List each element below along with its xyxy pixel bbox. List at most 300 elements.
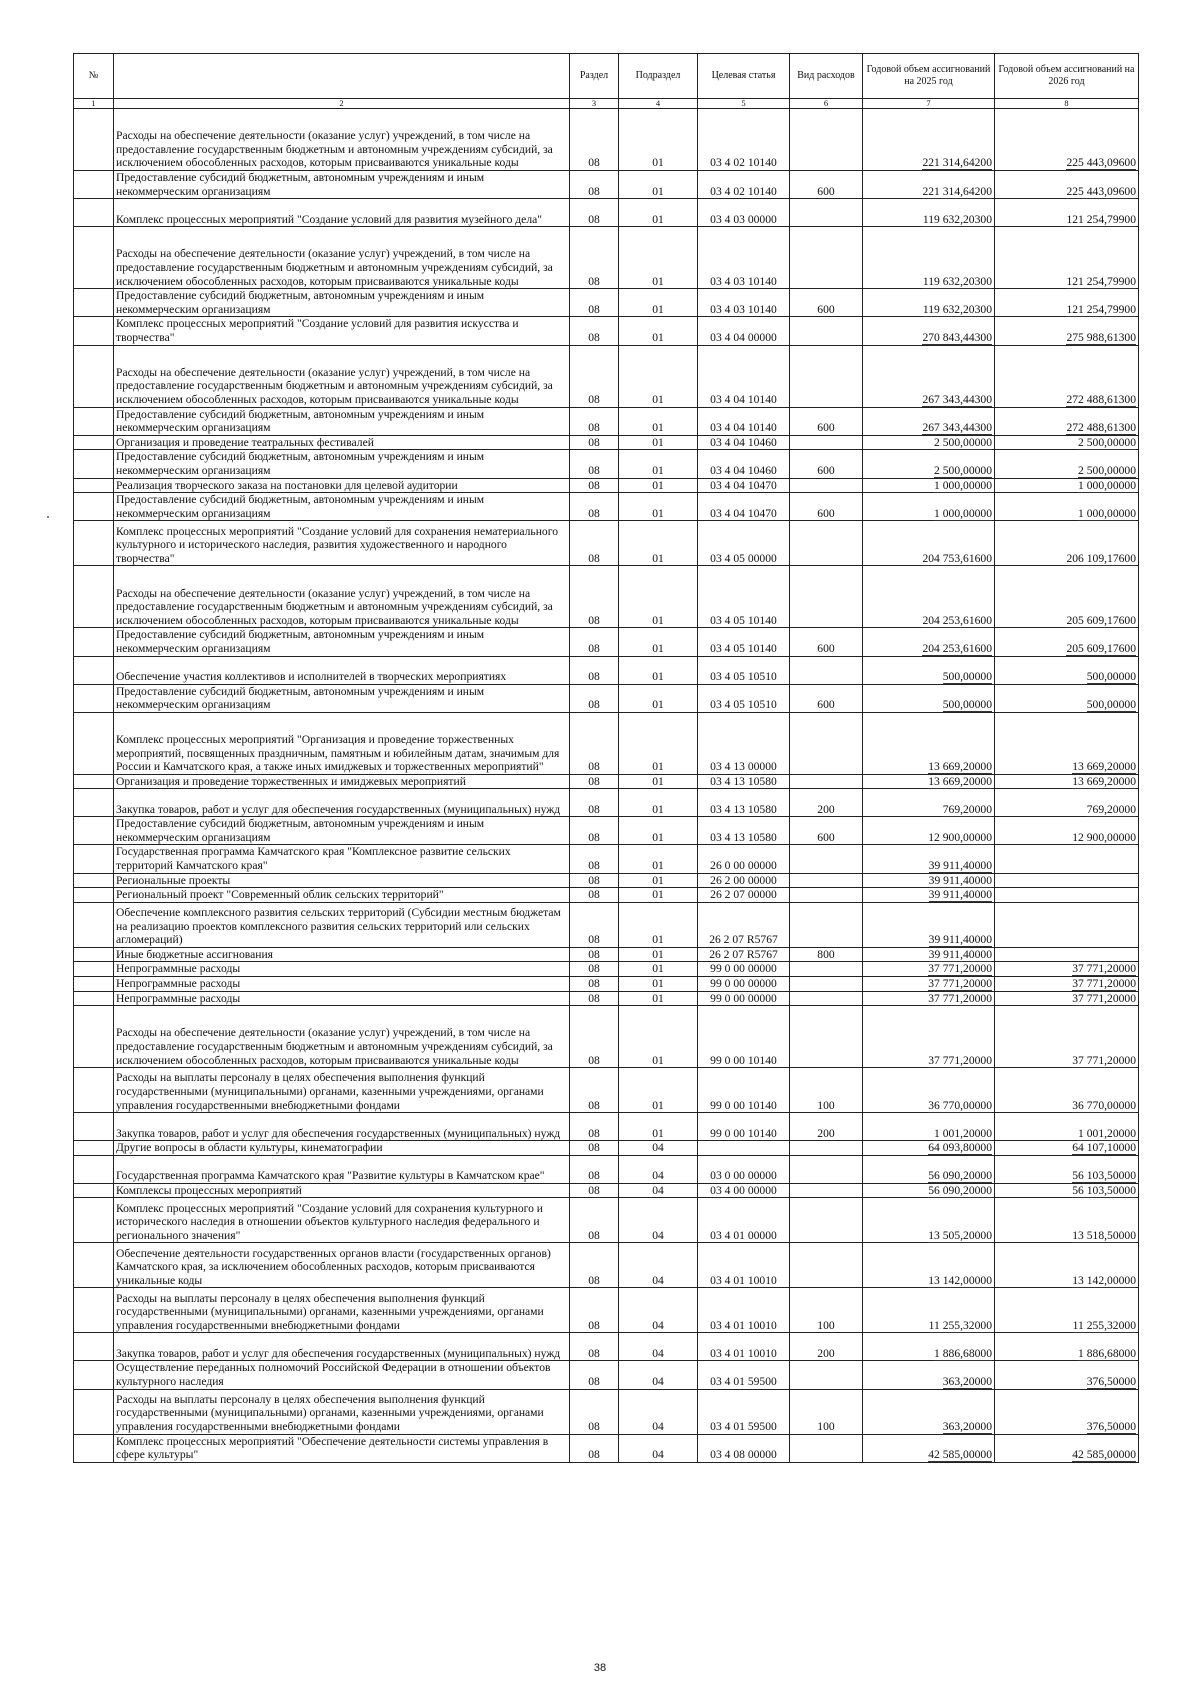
row-amount-2025-value: 37 771,20000 [928,962,992,976]
table-row [74,1243,1139,1288]
row-amount-2026-value: 56 103,50000 [1072,1169,1136,1183]
row-amount-2026 [995,962,1139,977]
row-amount-2025-value: 221 314,64200 [922,184,992,198]
row-amount-2026-value: 42 585,00000 [1072,1448,1136,1462]
row-amount-2025 [863,345,995,407]
row-razdel: 08 [570,1198,619,1243]
row-name: Предоставление субсидий бюджетным, автономным учреждениям и иным некоммерческим организациям [114,407,570,435]
row-amount-2025 [863,845,995,873]
row-num-cell [74,774,114,789]
row-name: Непрограммные расходы [114,991,570,1006]
row-vid: 600 [790,493,863,521]
row-amount-2026-value: 64 107,10000 [1072,1141,1136,1155]
row-razdel: 08 [570,435,619,450]
row-razdel: 08 [570,521,619,566]
row-num-cell [74,1113,114,1141]
row-vid: 600 [790,684,863,712]
row-amount-2025 [863,991,995,1006]
row-amount-2025 [863,1068,995,1113]
row-podrazdel: 04 [619,1434,698,1462]
table-row [74,977,1139,992]
row-razdel: 08 [570,109,619,171]
row-name: Предоставление субсидий бюджетным, автономным учреждениям и иным некоммерческим организациям [114,450,570,478]
row-amount-2025 [863,684,995,712]
row-amount-2025-value: 13 505,20000 [928,1228,992,1242]
row-vid [790,317,863,345]
row-razdel: 08 [570,450,619,478]
table-header-row [74,54,1139,99]
row-podrazdel: 01 [619,450,698,478]
table-row [74,774,1139,789]
table-row [74,1389,1139,1434]
table-row [74,962,1139,977]
table-row [74,817,1139,845]
row-name: Комплекс процессных мероприятий "Создание условий для развития музейного дела" [114,199,570,227]
table-row [74,902,1139,947]
row-num-cell [74,1434,114,1462]
row-amount-2026-value: 12 900,00000 [1072,830,1136,844]
row-amount-2026-value: 2 500,00000 [1078,435,1136,449]
row-num-cell [74,991,114,1006]
row-vid [790,991,863,1006]
row-name: Осуществление переданных полномочий Российской Федерации в отношении объектов культурного наследия [114,1361,570,1389]
row-vid [790,1183,863,1198]
row-amount-2025-value: 37 771,20000 [928,1053,992,1067]
row-vid [790,109,863,171]
row-target: 03 4 13 10580 [698,774,790,789]
row-amount-2025-value: 39 911,40000 [928,933,992,947]
table-body [74,109,1139,1463]
row-target: 03 4 01 10010 [698,1243,790,1288]
row-target: 03 4 03 10140 [698,289,790,317]
row-amount-2026 [995,1183,1139,1198]
table-row [74,199,1139,227]
row-num-cell [74,199,114,227]
row-amount-2026 [995,1068,1139,1113]
row-podrazdel: 01 [619,977,698,992]
table-row [74,478,1139,493]
row-razdel: 08 [570,712,619,774]
row-podrazdel: 04 [619,1141,698,1156]
table-row [74,1198,1139,1243]
row-vid: 200 [790,1333,863,1361]
row-amount-2026-value: 769,20000 [1086,802,1136,816]
row-podrazdel: 01 [619,1113,698,1141]
row-vid [790,845,863,873]
row-vid [790,977,863,992]
row-vid [790,1243,863,1288]
row-podrazdel: 01 [619,566,698,628]
row-razdel: 08 [570,1434,619,1462]
row-amount-2025-value: 13 669,20000 [928,774,992,788]
row-target: 03 4 13 10580 [698,817,790,845]
row-amount-2026 [995,774,1139,789]
row-razdel: 08 [570,817,619,845]
row-podrazdel: 01 [619,227,698,289]
row-target [698,1141,790,1156]
row-target: 03 4 01 59500 [698,1361,790,1389]
row-num-cell [74,317,114,345]
row-vid [790,1155,863,1183]
row-target: 03 4 05 10510 [698,656,790,684]
row-vid [790,888,863,903]
table-row [74,450,1139,478]
row-amount-2025 [863,1389,995,1434]
row-amount-2026 [995,227,1139,289]
row-target: 26 2 07 R5767 [698,947,790,962]
row-amount-2026 [995,1006,1139,1068]
row-name: Обеспечение комплексного развития сельских территорий (Субсидии местным бюджетам на реализацию проектов комплексного развития сельских территорий или сельских агломераций) [114,902,570,947]
column-number: 2 [114,99,570,109]
row-amount-2025 [863,1288,995,1333]
row-amount-2026 [995,1288,1139,1333]
row-razdel: 08 [570,873,619,888]
row-podrazdel: 01 [619,345,698,407]
row-vid: 600 [790,171,863,199]
row-amount-2025 [863,566,995,628]
row-amount-2025 [863,977,995,992]
row-amount-2025 [863,317,995,345]
row-amount-2025 [863,407,995,435]
row-amount-2025-value: 119 632,20300 [922,212,992,226]
table-row [74,628,1139,656]
row-amount-2026-value: 275 988,61300 [1066,330,1136,344]
row-podrazdel: 01 [619,991,698,1006]
row-razdel: 08 [570,1006,619,1068]
row-name: Комплекс процессных мероприятий "Создание условий для развития искусства и творчества" [114,317,570,345]
row-amount-2026 [995,845,1139,873]
row-amount-2025 [863,962,995,977]
row-target: 03 4 04 10470 [698,478,790,493]
row-amount-2025-value: 1 886,68000 [934,1346,992,1360]
row-amount-2025 [863,947,995,962]
table-row [74,1434,1139,1462]
row-amount-2025 [863,888,995,903]
row-num-cell [74,478,114,493]
row-vid: 800 [790,947,863,962]
row-podrazdel: 01 [619,684,698,712]
header-2026: Годовой объем ассигнований на 2026 год [995,54,1139,99]
row-amount-2025-value: 119 632,20300 [922,302,992,316]
row-amount-2025-value: 1 000,00000 [934,478,992,492]
row-podrazdel: 01 [619,1006,698,1068]
row-amount-2026 [995,171,1139,199]
row-podrazdel: 01 [619,407,698,435]
row-num-cell [74,566,114,628]
row-amount-2025 [863,789,995,817]
row-razdel: 08 [570,345,619,407]
row-name: Региональный проект "Современный облик сельских территорий" [114,888,570,903]
row-target: 99 0 00 00000 [698,991,790,1006]
row-razdel: 08 [570,1243,619,1288]
row-podrazdel: 04 [619,1198,698,1243]
row-num-cell [74,1288,114,1333]
row-target: 03 4 08 00000 [698,1434,790,1462]
table-row [74,712,1139,774]
row-vid [790,1198,863,1243]
row-amount-2026-value: 56 103,50000 [1072,1183,1136,1197]
row-amount-2026 [995,684,1139,712]
row-amount-2026 [995,1155,1139,1183]
row-name: Предоставление субсидий бюджетным, автономным учреждениям и иным некоммерческим организациям [114,493,570,521]
row-podrazdel: 01 [619,289,698,317]
row-amount-2025-value: 500,00000 [942,669,992,683]
row-num-cell [74,947,114,962]
row-razdel: 08 [570,1361,619,1389]
row-razdel: 08 [570,1141,619,1156]
row-target: 26 2 00 00000 [698,873,790,888]
row-num-cell [74,289,114,317]
row-amount-2026 [995,345,1139,407]
row-razdel: 08 [570,774,619,789]
row-target: 03 0 00 00000 [698,1155,790,1183]
row-vid: 600 [790,450,863,478]
page-number: 38 [593,1662,607,1674]
row-target: 03 4 02 10140 [698,171,790,199]
row-name: Государственная программа Камчатского края "Развитие культуры в Камчатском крае" [114,1155,570,1183]
row-vid: 600 [790,628,863,656]
row-amount-2026 [995,873,1139,888]
row-amount-2025-value: 56 090,20000 [928,1183,992,1197]
row-podrazdel: 01 [619,171,698,199]
row-target: 03 4 01 10010 [698,1288,790,1333]
row-num-cell [74,845,114,873]
row-amount-2025 [863,199,995,227]
row-razdel: 08 [570,1155,619,1183]
row-target: 03 4 05 00000 [698,521,790,566]
row-amount-2025-value: 204 253,61600 [922,641,992,655]
row-podrazdel: 01 [619,493,698,521]
row-razdel: 08 [570,1113,619,1141]
row-razdel: 08 [570,628,619,656]
row-podrazdel: 01 [619,962,698,977]
row-amount-2025-value: 11 255,32000 [928,1318,992,1332]
row-amount-2026 [995,1333,1139,1361]
row-podrazdel: 01 [619,1068,698,1113]
row-num-cell [74,1141,114,1156]
row-amount-2025 [863,1006,995,1068]
row-name: Закупка товаров, работ и услуг для обеспечения государственных (муниципальных) нужд [114,1113,570,1141]
row-razdel: 08 [570,789,619,817]
row-amount-2025 [863,1183,995,1198]
row-razdel: 08 [570,171,619,199]
row-podrazdel: 04 [619,1389,698,1434]
row-target: 03 4 03 00000 [698,199,790,227]
row-vid [790,566,863,628]
row-amount-2025 [863,1434,995,1462]
row-name: Предоставление субсидий бюджетным, автономным учреждениям и иным некоммерческим организациям [114,289,570,317]
row-amount-2026-value: 206 109,17600 [1066,551,1136,565]
row-vid [790,774,863,789]
row-podrazdel: 01 [619,656,698,684]
row-vid [790,1006,863,1068]
table-row [74,227,1139,289]
row-amount-2026 [995,521,1139,566]
row-target: 03 4 04 00000 [698,317,790,345]
header-2025: Годовой объем ассигнований на 2025 год [863,54,995,99]
table-row [74,566,1139,628]
row-podrazdel: 01 [619,774,698,789]
table-row [74,521,1139,566]
row-amount-2025-value: 42 585,00000 [928,1448,992,1462]
row-amount-2025-value: 1 001,20000 [934,1126,992,1140]
row-amount-2026 [995,991,1139,1006]
row-amount-2025 [863,1113,995,1141]
row-name: Комплексы процессных мероприятий [114,1183,570,1198]
row-amount-2026 [995,199,1139,227]
row-amount-2025-value: 36 770,00000 [928,1098,992,1112]
row-amount-2026 [995,493,1139,521]
header-razdel: Раздел [570,54,619,99]
row-amount-2026-value: 1 000,00000 [1078,478,1136,492]
row-name: Расходы на выплаты персоналу в целях обеспечения выполнения функций государственными (муниципальными) органами, казенными учреждениями, органами управления государственными внебюджетными фондами [114,1389,570,1434]
row-podrazdel: 01 [619,888,698,903]
row-num-cell [74,1389,114,1434]
row-amount-2025 [863,1333,995,1361]
row-num-cell [74,435,114,450]
row-target: 03 4 02 10140 [698,109,790,171]
row-amount-2025-value: 221 314,64200 [922,156,992,170]
row-target: 03 4 13 10580 [698,789,790,817]
column-number: 5 [698,99,790,109]
row-razdel: 08 [570,227,619,289]
row-amount-2026 [995,977,1139,992]
row-amount-2026-value: 37 771,20000 [1072,1053,1136,1067]
row-name: Предоставление субсидий бюджетным, автономным учреждениям и иным некоммерческим организациям [114,684,570,712]
row-vid [790,435,863,450]
row-razdel: 08 [570,684,619,712]
row-amount-2026-value: 376,50000 [1086,1420,1136,1433]
table-row [74,171,1139,199]
row-vid [790,345,863,407]
row-amount-2025-value: 2 500,00000 [934,435,992,449]
row-name: Расходы на обеспечение деятельности (оказание услуг) учреждений, в том числе на предоставление государственным бюджетным и автономным учреждениям субсидий, за исключением обособленных расходов, которым присваиваются уникальные коды [114,345,570,407]
row-amount-2025-value: 37 771,20000 [928,991,992,1005]
row-name: Государственная программа Камчатского края "Комплексное развитие сельских территорий Камчатского края" [114,845,570,873]
table-row [74,1006,1139,1068]
row-podrazdel: 01 [619,199,698,227]
row-num-cell [74,407,114,435]
row-amount-2026-value: 225 443,09600 [1066,156,1136,170]
row-amount-2025 [863,656,995,684]
row-razdel: 08 [570,566,619,628]
row-podrazdel: 01 [619,317,698,345]
table-row [74,1333,1139,1361]
row-amount-2025-value: 500,00000 [942,698,992,712]
row-num-cell [74,109,114,171]
row-target: 03 4 04 10460 [698,435,790,450]
row-name: Иные бюджетные ассигнования [114,947,570,962]
row-amount-2026 [995,888,1139,903]
row-vid: 600 [790,407,863,435]
row-amount-2026-value: 225 443,09600 [1066,184,1136,198]
row-amount-2025 [863,712,995,774]
row-podrazdel: 01 [619,789,698,817]
header-num: № [74,54,114,99]
row-amount-2026-value: 500,00000 [1086,698,1136,712]
table-row [74,873,1139,888]
row-amount-2025-value: 769,20000 [942,802,992,816]
table-row [74,1068,1139,1113]
row-target: 03 4 04 10140 [698,407,790,435]
row-podrazdel: 01 [619,817,698,845]
row-target: 99 0 00 10140 [698,1113,790,1141]
row-name: Предоставление субсидий бюджетным, автономным учреждениям и иным некоммерческим организациям [114,171,570,199]
row-razdel: 08 [570,1389,619,1434]
row-amount-2026-value: 376,50000 [1086,1375,1136,1388]
row-razdel: 08 [570,656,619,684]
row-vid [790,873,863,888]
row-num-cell [74,628,114,656]
row-amount-2025 [863,873,995,888]
row-podrazdel: 01 [619,873,698,888]
row-amount-2025-value: 12 900,00000 [928,830,992,844]
row-razdel: 08 [570,962,619,977]
row-name: Обеспечение участия коллективов и исполнителей в творческих мероприятиях [114,656,570,684]
row-amount-2026 [995,407,1139,435]
row-podrazdel: 01 [619,845,698,873]
table-row [74,789,1139,817]
row-num-cell [74,1155,114,1183]
row-amount-2026 [995,566,1139,628]
row-amount-2026-value: 205 609,17600 [1066,613,1136,627]
row-amount-2026 [995,1243,1139,1288]
row-amount-2025-value: 363,20000 [942,1420,992,1433]
row-name: Расходы на выплаты персоналу в целях обеспечения выполнения функций государственными (муниципальными) органами, казенными учреждениями, органами управления государственными внебюджетными фондами [114,1288,570,1333]
row-amount-2026-value: 1 001,20000 [1078,1126,1136,1140]
row-podrazdel: 01 [619,478,698,493]
row-razdel: 08 [570,493,619,521]
row-amount-2026-value: 36 770,00000 [1072,1098,1136,1112]
row-num-cell [74,345,114,407]
row-num-cell [74,977,114,992]
row-name: Расходы на обеспечение деятельности (оказание услуг) учреждений, в том числе на предоставление государственным бюджетным и автономным учреждениям субсидий, за исключением обособленных расходов, которым присваиваются уникальные коды [114,109,570,171]
row-amount-2026-value: 121 254,79900 [1066,302,1136,316]
row-target: 99 0 00 00000 [698,962,790,977]
row-target: 03 4 01 59500 [698,1389,790,1434]
row-target: 99 0 00 10140 [698,1006,790,1068]
header-podrazdel: Подраздел [619,54,698,99]
row-target: 99 0 00 10140 [698,1068,790,1113]
row-target: 03 4 00 00000 [698,1183,790,1198]
row-vid [790,521,863,566]
table-row [74,435,1139,450]
row-amount-2025 [863,1198,995,1243]
row-vid: 600 [790,289,863,317]
row-amount-2026 [995,478,1139,493]
row-target: 03 4 13 00000 [698,712,790,774]
row-name: Расходы на обеспечение деятельности (оказание услуг) учреждений, в том числе на предоставление государственным бюджетным и автономным учреждениям субсидий, за исключением обособленных расходов, которым присваиваются уникальные коды [114,227,570,289]
row-vid: 100 [790,1288,863,1333]
row-amount-2025-value: 2 500,00000 [934,463,992,477]
row-amount-2026 [995,317,1139,345]
row-razdel: 08 [570,289,619,317]
row-amount-2025 [863,493,995,521]
row-amount-2026-value: 37 771,20000 [1072,962,1136,976]
row-amount-2025-value: 37 771,20000 [928,977,992,991]
row-amount-2025 [863,1361,995,1389]
row-name: Организация и проведение театральных фестивалей [114,435,570,450]
table-row [74,109,1139,171]
row-vid: 600 [790,817,863,845]
row-amount-2026 [995,450,1139,478]
row-razdel: 08 [570,845,619,873]
row-amount-2026 [995,947,1139,962]
scan-speck [47,516,49,518]
row-razdel: 08 [570,1068,619,1113]
column-number: 1 [74,99,114,109]
table-row [74,317,1139,345]
